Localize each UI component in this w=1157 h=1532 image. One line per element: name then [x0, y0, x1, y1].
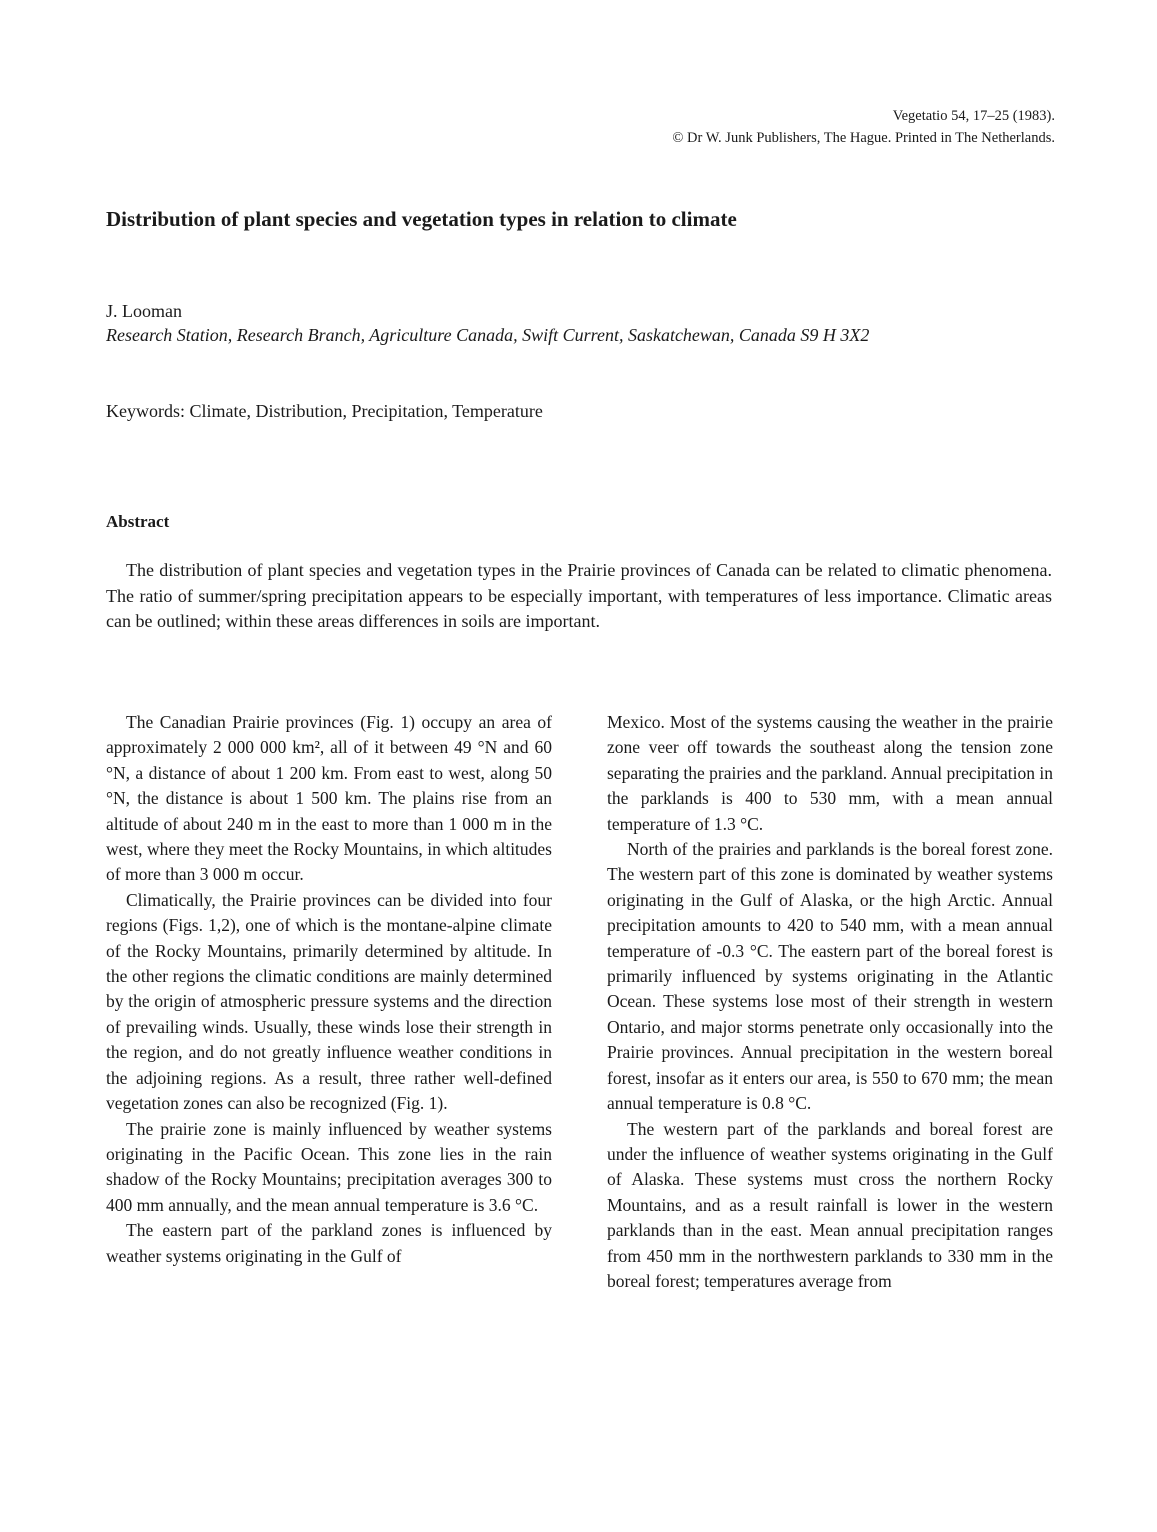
journal-citation: Vegetatio 54, 17–25 (1983).: [892, 108, 1055, 124]
body-paragraph: The western part of the parklands and boreal forest are under the influence of weather systems originating in the Gulf of Alaska. These systems must cross the northern Rocky Mountains, and as a result rainfall is lower in the western parklands than in the east. Mean annual precipitation ranges from 450 mm in the northwestern parklands to 330 mm in the boreal forest; temperatures average from: [607, 1118, 1053, 1291]
abstract-text: The distribution of plant species and vegetation types in the Prairie provinces of Canada can be related to climatic phenomena. The ratio of summer/spring precipitation appears to be especially important, with temperatures of less importance. Climatic areas can be outlined; within these areas differences in soils are important.: [106, 560, 1052, 631]
paper-title: Distribution of plant species and vegetation types in relation to climate: [106, 207, 737, 231]
keywords: Keywords: Climate, Distribution, Precipitation, Temperature: [106, 401, 543, 421]
publisher-line: © Dr W. Junk Publishers, The Hague. Printed in The Netherlands.: [672, 130, 1055, 146]
body-paragraph: Climatically, the Prairie provinces can be divided into four regions (Figs. 1,2), one of which is the montane-alpine climate of the Rocky Mountains, primarily determined by altitude. In the other regions the climatic conditions are mainly determined by the origin of atmospheric pressure systems and the direction of prevailing winds. Usually, these winds lose their strength in the region, and do not greatly influence weather conditions in the adjoining regions. As a result, three rather well-defined vegetation zones can also be recognized (Fig. 1).: [106, 889, 552, 1114]
author-name: J. Looman: [106, 301, 182, 321]
body-column-left: [106, 710, 552, 1269]
body-paragraph: The Canadian Prairie provinces (Fig. 1) occupy an area of approximately 2 000 000 km², all of it between 49 °N and 60 °N, a distance of about 1 200 km. From east to west, along 50 °N, the distance is about 1 500 km. The plains rise from an altitude of about 240 m in the east to more than 1 000 m in the west, where they meet the Rocky Mountains, in which altitudes of more than 3 000 m occur.: [106, 712, 552, 885]
body-paragraph: The eastern part of the parkland zones is influenced by weather systems originating in the Gulf of: [106, 1220, 552, 1266]
author-affiliation: Research Station, Research Branch, Agriculture Canada, Swift Current, Saskatchewan, Canada S9 H 3X2: [106, 325, 870, 345]
body-paragraph: North of the prairies and parklands is the boreal forest zone. The western part of this zone is dominated by weather systems originating in the Gulf of Alaska, or the high Arctic. Annual precipitation amounts to 420 to 540 mm, with a mean annual temperature of -0.3 °C. The eastern part of the boreal forest is primarily influenced by systems originating in the Atlantic Ocean. These systems lose most of their strength in western Ontario, and major storms penetrate only occasionally into the Prairie provinces. Annual precipitation in the western boreal forest, insofar as it enters our area, is 550 to 670 mm; the mean annual temperature is 0.8 °C.: [607, 839, 1053, 1114]
journal-header: [672, 105, 1055, 149]
abstract-heading: Abstract: [106, 512, 170, 531]
body-paragraph-continued: Mexico. Most of the systems causing the weather in the prairie zone veer off towards the southeast along the tension zone separating the prairies and the parkland. Annual precipitation in the parklands is 400 to 530 mm, with a mean annual temperature of 1.3 °C.: [607, 712, 1053, 834]
body-column-right: [607, 710, 1053, 1294]
body-paragraph: The prairie zone is mainly influenced by weather systems originating in the Pacific Ocean. This zone lies in the rain shadow of the Rocky Mountains; precipitation averages 300 to 400 mm annually, and the mean annual temperature is 3.6 °C.: [106, 1118, 552, 1215]
